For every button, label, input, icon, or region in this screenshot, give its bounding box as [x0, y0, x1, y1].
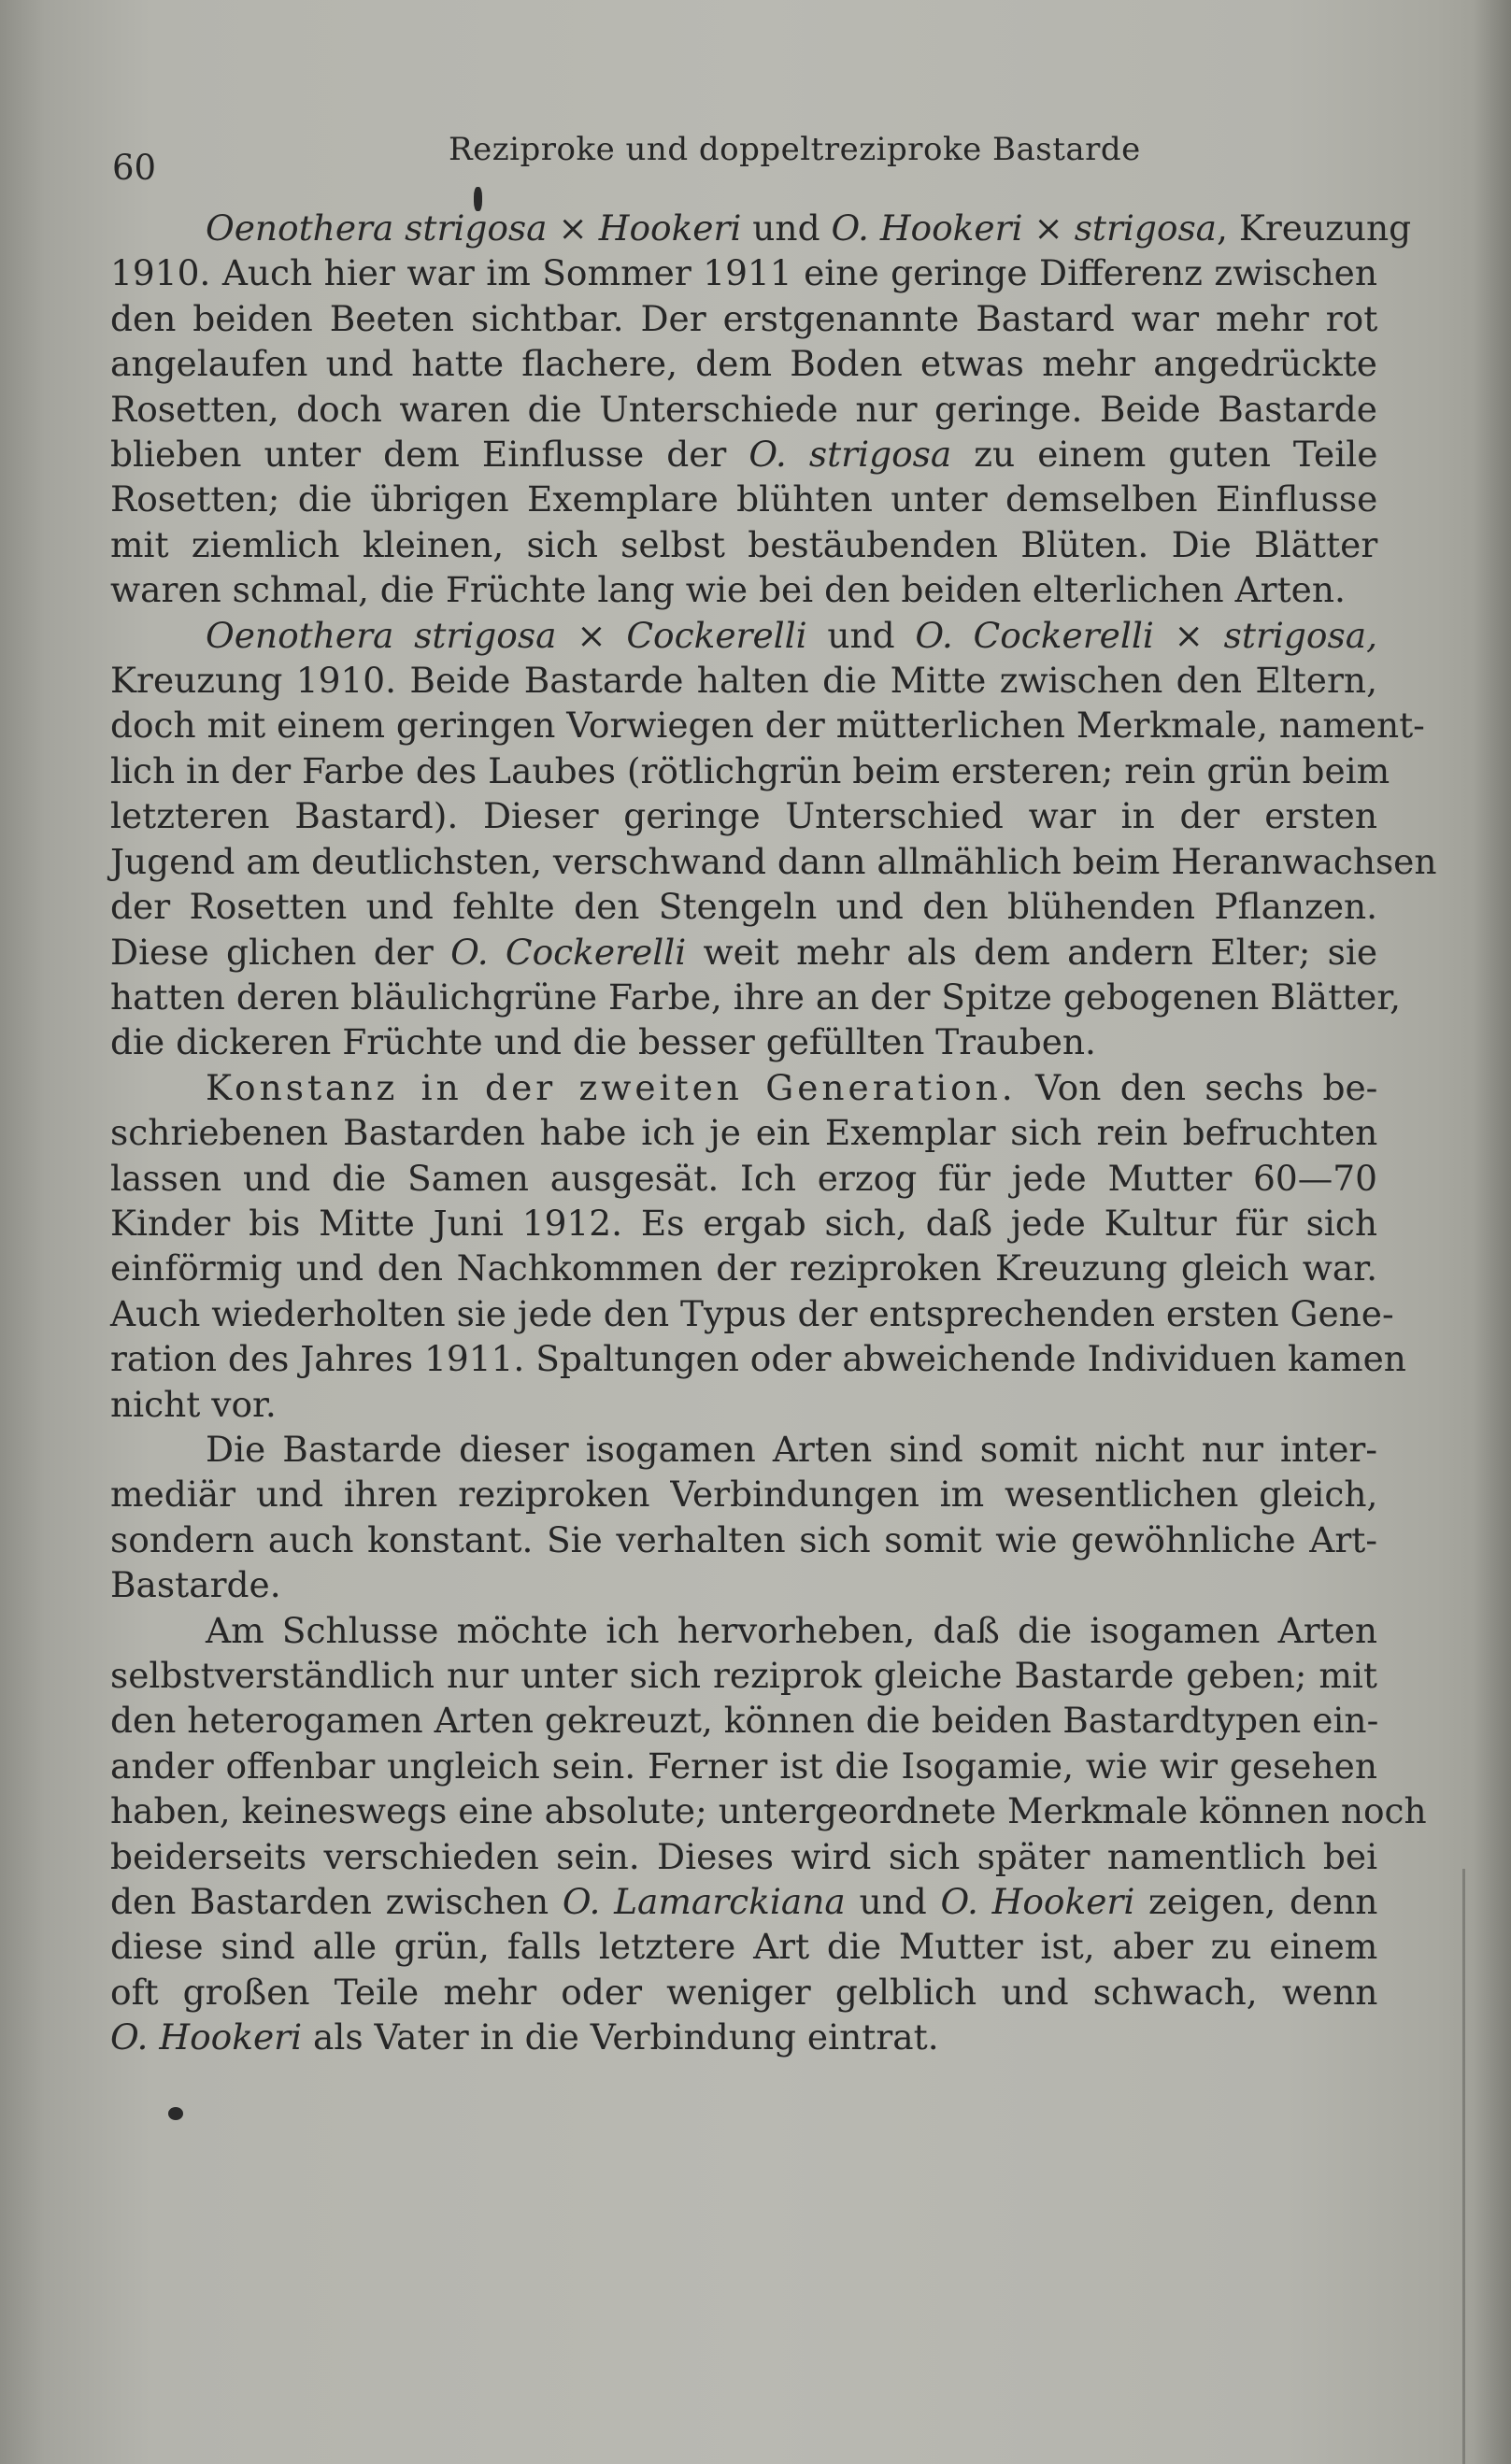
paragraph — [110, 206, 1412, 613]
page-header — [112, 123, 1383, 188]
text-line: Oenothera strigosa × Hookeri und O. Hookeri × strigosa, Kreuzung — [206, 207, 1412, 249]
text-line: angelaufen und hatte flachere, dem Boden etwas mehr angedrückte — [110, 343, 1377, 385]
running-head: Reziproke und doppeltreziproke Bastarde — [449, 131, 1141, 168]
text-line: den beiden Beeten sichtbar. Der erstgenannte Bastard war mehr rot — [110, 297, 1378, 339]
text-line: mit ziemlich kleinen, sich selbst bestäubenden Blüten. Die Blätter — [110, 523, 1378, 565]
text-line: schriebenen Bastarden habe ich je ein Exemplar sich rein befruchten — [110, 1112, 1378, 1154]
text-line: blieben unter dem Einflusse der O. strigosa zu einem guten Teile — [110, 434, 1378, 476]
text-line: ander offenbar ungleich sein. Ferner ist die Isogamie, wie wir gesehen — [110, 1745, 1377, 1787]
text-line: die dickeren Früchte und die besser gefüllten Trauben. — [110, 1021, 1096, 1063]
paragraph — [110, 613, 1437, 1065]
text-line: beiderseits verschieden sein. Dieses wird sich später namentlich bei — [110, 1835, 1378, 1877]
text-line: 1910. Auch hier war im Sommer 1911 eine geringe Differenz zwischen — [110, 252, 1377, 294]
text-line: Die Bastarde dieser isogamen Arten sind somit nicht nur inter- — [206, 1428, 1377, 1470]
text-line: Oenothera strigosa × Cockerelli und O. Cockerelli × strigosa, — [206, 614, 1377, 656]
text-line: mediär und ihren reziproken Verbindungen im wesentlichen gleich, — [110, 1474, 1378, 1516]
text-line: Rosetten, doch waren die Unterschiede nur geringe. Beide Bastarde — [110, 388, 1377, 430]
paragraph — [110, 1427, 1377, 1608]
text-line: den heterogamen Arten gekreuzt, können die beiden Bastardtypen ein- — [110, 1700, 1379, 1742]
text-line: ration des Jahres 1911. Spaltungen oder abweichende Individuen kamen — [110, 1338, 1406, 1380]
text-line: selbstverständlich nur unter sich reziprok gleiche Bastarde geben; mit — [110, 1655, 1377, 1696]
text-line: Diese glichen der O. Cockerelli weit mehr als dem andern Elter; sie — [110, 931, 1378, 973]
text-line: oft großen Teile mehr oder weniger gelblich und schwach, wenn — [110, 1971, 1378, 2013]
text-line: einförmig und den Nachkommen der reziproken Kreuzung gleich war. — [110, 1247, 1377, 1289]
text-line: sondern auch konstant. Sie verhalten sich somit wie gewöhnliche Art- — [110, 1518, 1377, 1560]
text-line: Konstanz in der zweiten Generation. Von den sechs be- — [206, 1066, 1378, 1108]
text-line: doch mit einem geringen Vorwiegen der mütterlichen Merkmale, nament- — [110, 705, 1425, 747]
text-line: letzteren Bastard). Dieser geringe Unterschied war in der ersten — [110, 795, 1378, 837]
page-fold-line — [1462, 1869, 1465, 2464]
text-line: diese sind alle grün, falls letztere Art die Mutter ist, aber zu einem — [110, 1926, 1378, 1968]
text-line: lich in der Farbe des Laubes (rötlichgrün beim ersteren; rein grün beim — [110, 749, 1390, 791]
section-heading: Konstanz in der zweiten Generation. — [206, 1066, 1017, 1108]
text-line: Rosetten; die übrigen Exemplare blühten unter demselben Einflusse — [110, 478, 1378, 520]
text-line: der Rosetten und fehlte den Stengeln und den blühenden Pflanzen. — [110, 886, 1378, 928]
text-line: Auch wiederholten sie jede den Typus der entsprechenden ersten Gene- — [110, 1292, 1394, 1334]
text-line: Am Schlusse möchte ich hervorheben, daß die isogamen Arten — [206, 1609, 1378, 1651]
text-line: Jugend am deutlichsten, verschwand dann allmählich beim Heranwachsen — [110, 840, 1437, 882]
text-line: hatten deren bläulichgrüne Farbe, ihre an der Spitze gebogenen Blätter, — [110, 976, 1402, 1018]
paragraph — [110, 1608, 1427, 2060]
text-line: waren schmal, die Früchte lang wie bei den beiden elterlichen Arten. — [110, 569, 1346, 611]
text-line: lassen und die Samen ausgesät. Ich erzog für jede Mutter 60—70 — [110, 1157, 1377, 1199]
page-number: 60 — [112, 148, 157, 188]
body-text — [110, 206, 1437, 2060]
paragraph — [110, 1065, 1406, 1427]
text-line: Bastarde. — [110, 1564, 281, 1606]
text-line: haben, keineswegs eine absolute; untergeordnete Merkmale können noch — [110, 1790, 1427, 1832]
text-line: nicht vor. — [110, 1383, 277, 1425]
text-line: Kinder bis Mitte Juni 1912. Es ergab sich, daß jede Kultur für sich — [110, 1202, 1377, 1244]
text-line: Kreuzung 1910. Beide Bastarde halten die Mitte zwischen den Eltern, — [110, 660, 1377, 702]
ink-blot — [168, 2107, 183, 2120]
text-line: den Bastarden zwischen O. Lamarckiana und O. Hookeri zeigen, denn — [110, 1881, 1378, 1923]
text-line: O. Hookeri als Vater in die Verbindung eintrat. — [110, 2016, 939, 2058]
page-edge-shadow — [1474, 0, 1511, 2464]
